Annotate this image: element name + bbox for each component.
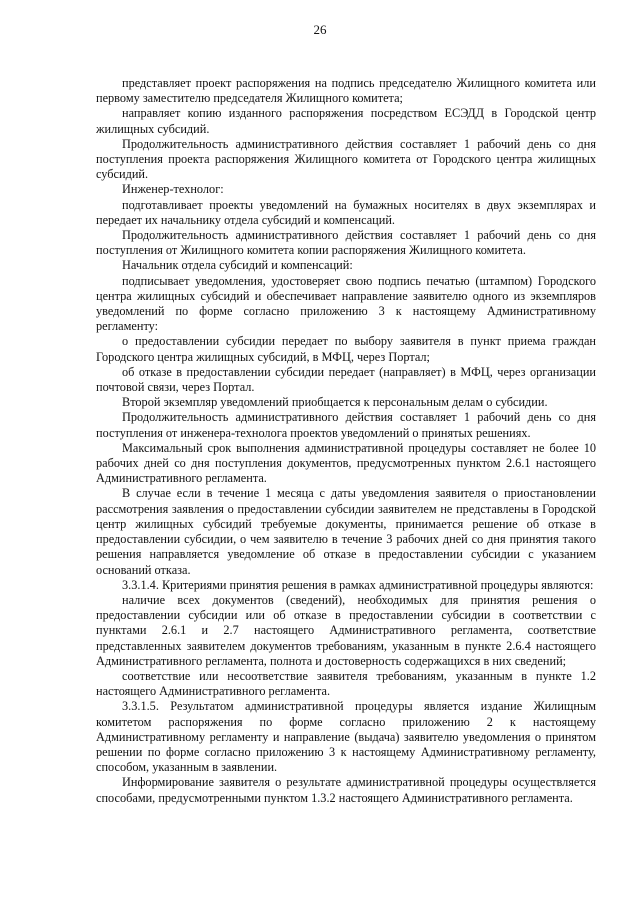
paragraph: Продолжительность административного действия составляет 1 рабочий день со дня поступления от инженера-технолога проектов уведомлений о принятых решениях. — [96, 410, 596, 440]
document-body — [96, 76, 596, 806]
paragraph: об отказе в предоставлении субсидии передает (направляет) в МФЦ, через организации почтовой связи, через Портал. — [96, 364, 596, 395]
paragraph: Второй экземпляр уведомлений приобщается к персональным делам о субсидии. — [122, 395, 548, 410]
paragraph: 3.3.1.5. Результатом административной процедуры является издание Жилищным комитетом распоряжения по форме согласно приложению 2 к настоящему Административному регламенту и направление (выдача) заявителю уведомления о принятом решении по форме согласно приложению 3 к настоящему Административному регламенту, способом, указанным в заявлении. — [96, 699, 596, 775]
paragraph: подписывает уведомления, удостоверяет свою подпись печатью (штампом) Городского центра жилищных субсидий и обеспечивает направление заявителю одного из экземпляров уведомлений по форме согласно приложению 3 к настоящему Административному регламенту: — [96, 273, 596, 334]
paragraph: направляет копию изданного распоряжения посредством ЕСЭДД в Городской центр жилищных субсидий. — [96, 106, 596, 136]
paragraph: представляет проект распоряжения на подпись председателю Жилищного комитета или первому заместителю председателя Жилищного комитета; — [96, 76, 596, 106]
page-number: 26 — [313, 22, 327, 37]
paragraph-role-heading: Начальник отдела субсидий и компенсаций: — [122, 258, 353, 273]
paragraph: о предоставлении субсидии передает по выбору заявителя в пункт приема граждан Городского центра жилищных субсидий, в МФЦ, через Портал; — [96, 334, 596, 364]
paragraph: подготавливает проекты уведомлений на бумажных носителях в двух экземплярах и передает их начальнику отдела субсидий и компенсаций. — [96, 197, 596, 227]
paragraph-role-heading: Инженер-технолог: — [122, 182, 224, 197]
paragraph: Продолжительность административного действия составляет 1 рабочий день со дня поступления от Жилищного комитета копии распоряжения Жилищного комитета. — [96, 228, 596, 258]
paragraph: соответствие или несоответствие заявителя требованиям, указанным в пункте 1.2 настоящего Административного регламента. — [96, 668, 596, 699]
paragraph: 3.3.1.4. Критериями принятия решения в рамках административной процедуры являются: — [122, 577, 594, 592]
paragraph: Продолжительность административного действия составляет 1 рабочий день со дня поступления проекта распоряжения Жилищного комитета от Городского центра жилищных субсидий. — [96, 136, 596, 182]
paragraph: В случае если в течение 1 месяца с даты уведомления заявителя о приостановлении рассмотрения заявления о предоставлении субсидии заявителем не представлены в Городской центр жилищных субсидий требуемые документы, принимается решение об отказе в предоставлении субсидии, о чем заявителю в течение 3 рабочих дней со дня принятия такого решения направляется уведомление об отказе в предоставлении субсидии с указанием оснований отказа. — [96, 486, 596, 577]
paragraph: наличие всех документов (сведений), необходимых для принятия решения о предоставлении субсидии или об отказе в предоставлении субсидии в соответствии с пунктами 2.6.1 и 2.7 настоящего Административного регламента, соответствие представленных заявителем документов требованиям, указанным в пункте 2.6.4 настоящего Административного регламента, полнота и достоверность содержащихся в них сведений; — [96, 592, 596, 668]
paragraph: Максимальный срок выполнения административной процедуры составляет не более 10 рабочих дней со дня поступления документов, предусмотренных пунктом 2.6.1 настоящего Административного регламента. — [96, 440, 596, 486]
paragraph: Информирование заявителя о результате административной процедуры осуществляется способами, предусмотренными пунктом 1.3.2 настоящего Административного регламента. — [96, 775, 596, 805]
